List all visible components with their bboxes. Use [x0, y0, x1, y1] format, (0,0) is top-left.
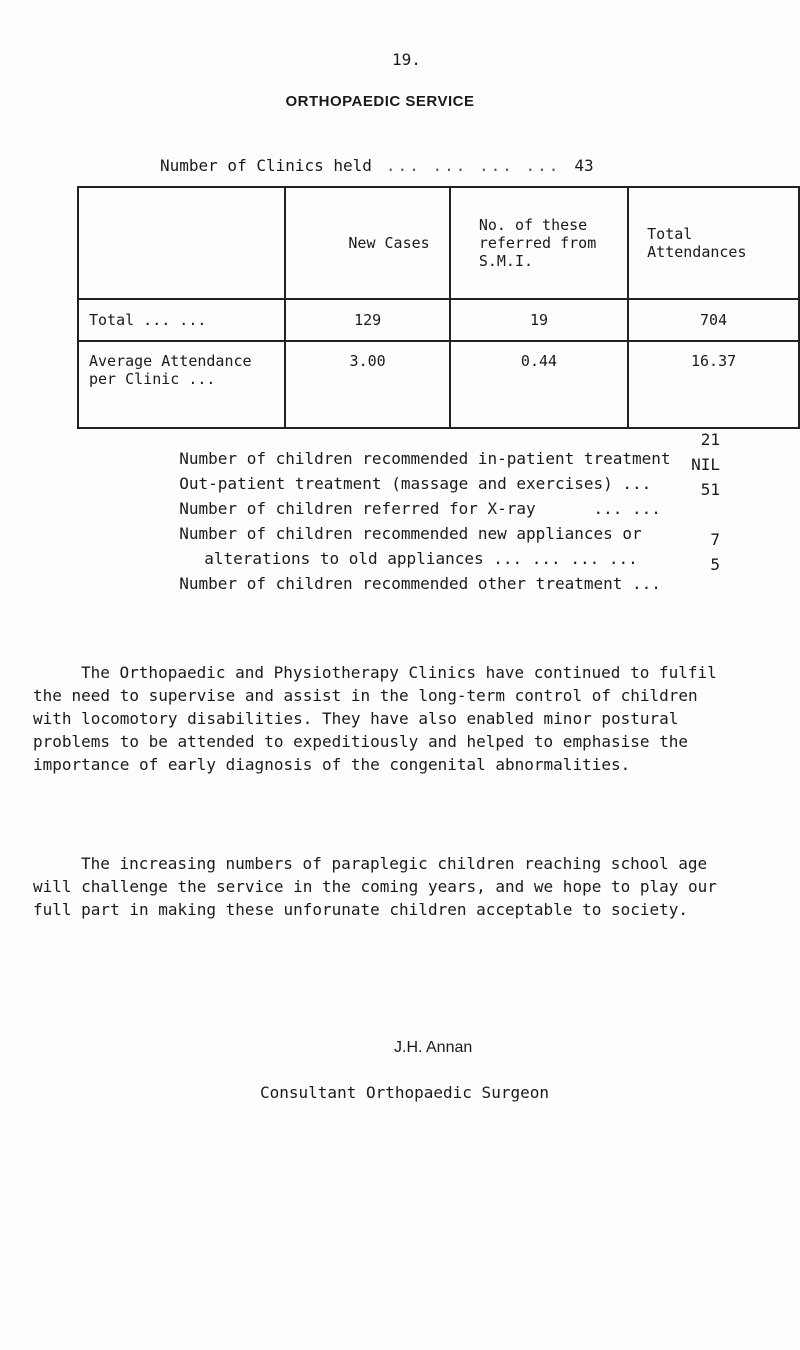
header-referred: No. of these referred from S.M.I. — [450, 187, 628, 299]
recommendation-value: 7 — [710, 530, 720, 549]
cell-referred: 19 — [450, 299, 628, 341]
cell-new-cases: 129 — [285, 299, 449, 341]
signature-title: Consultant Orthopaedic Surgeon — [260, 1083, 549, 1102]
signature-name: J.H. Annan — [394, 1039, 473, 1056]
clinics-held-label: Number of Clinics held — [160, 156, 372, 175]
paragraph: The Orthopaedic and Physiotherapy Clinics have continued to fulfil the need to supervise and assist in the long-term control of children with locomotory disabilities. They have also enabled minor postural problems to be attended to expeditiously and helped to emphasise the importance of early diagnosis of the congenital abnormalities. — [33, 663, 717, 774]
table-row — [78, 341, 799, 428]
clinics-held-value: 43 — [574, 156, 594, 175]
cell-total: 704 — [628, 299, 799, 341]
recommendation-text: Number of children recommended in-patient treatment — [179, 449, 671, 468]
cell-referred: 0.44 — [450, 341, 628, 428]
cell-total: 16.37 — [628, 341, 799, 428]
row-label: Total ... ... — [78, 299, 285, 341]
recommendation-value: NIL — [691, 455, 720, 474]
recommendation-text: Number of children referred for X-ray ... ... — [179, 499, 661, 518]
recommendation-value: 21 — [700, 430, 720, 449]
page-number: 19. — [392, 50, 421, 69]
recommendation-text: Number of children recommended other treatment ... — [179, 574, 661, 593]
paragraph: The increasing numbers of paraplegic children reaching school age will challenge the service in the coming years, and we hope to play our full part in making these unforunate children acceptable to society. — [33, 854, 717, 919]
table-header-row — [78, 187, 799, 299]
clinic-statistics-table — [77, 186, 800, 429]
recommendation-value: 51 — [700, 480, 720, 499]
recommendation-line — [160, 555, 720, 593]
header-total-attendances: Total Attendances — [628, 187, 799, 299]
header-blank-cell — [78, 187, 285, 299]
row-label: Average Attendance per Clinic ... — [78, 341, 285, 428]
recommendation-text: Number of children recommended new appliances or — [179, 524, 642, 543]
page-title: ORTHOPAEDIC SERVICE — [285, 93, 475, 110]
recommendation-text: alterations to old appliances ... ... ... ... — [204, 549, 638, 568]
clinics-held-line — [160, 156, 594, 175]
table-row — [78, 299, 799, 341]
header-new-cases: New Cases — [285, 187, 449, 299]
recommendation-value: 5 — [710, 555, 720, 574]
cell-new-cases: 3.00 — [285, 341, 449, 428]
leader-dots: ... ... ... ... — [385, 156, 561, 175]
recommendation-text: Out-patient treatment (massage and exercises) ... — [179, 474, 652, 493]
